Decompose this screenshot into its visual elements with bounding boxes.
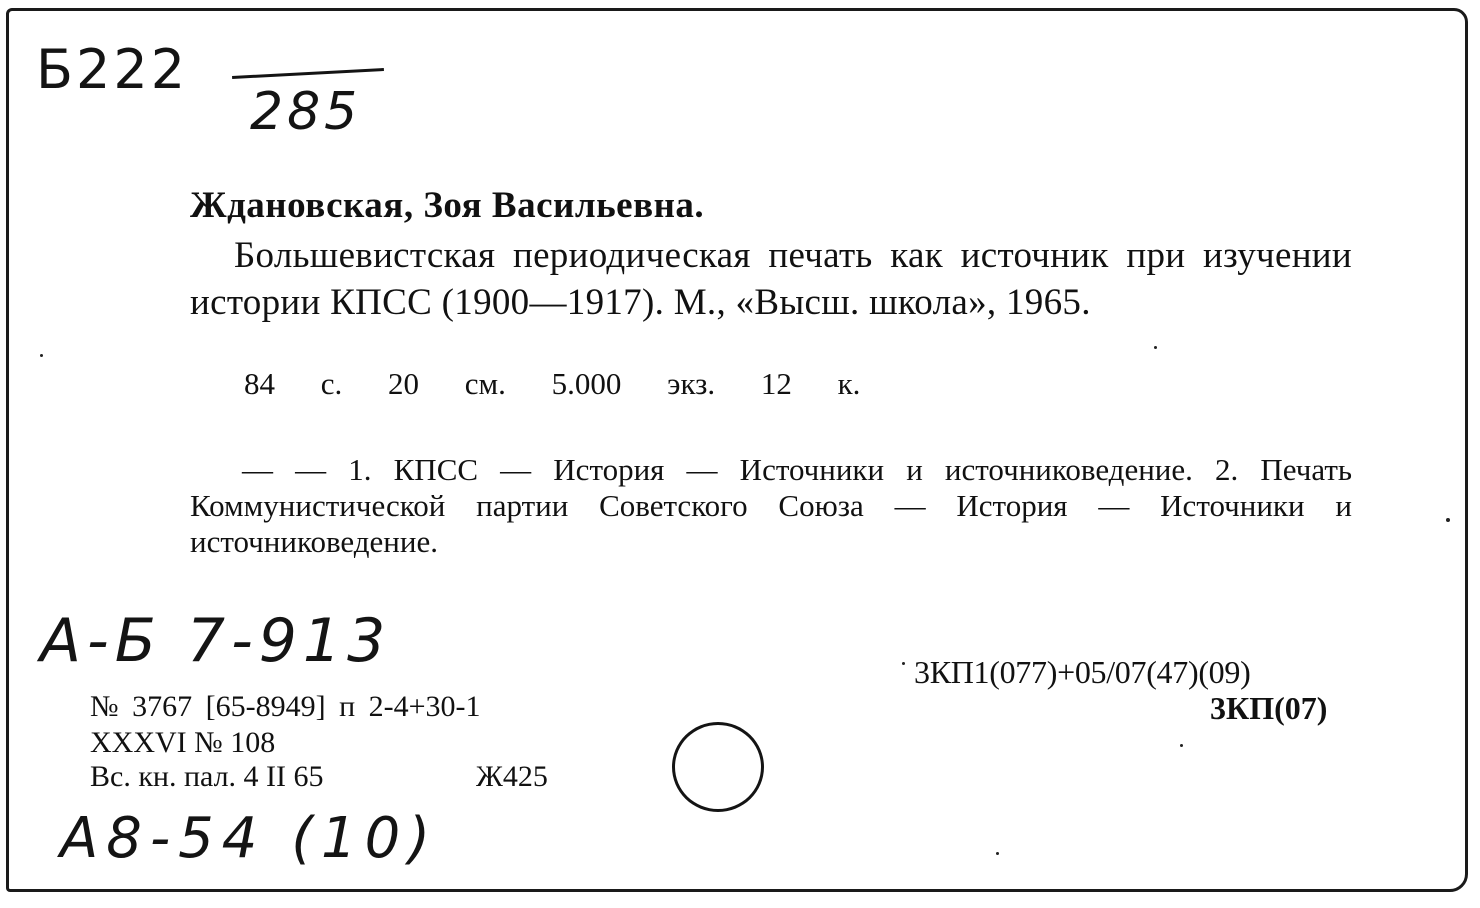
ink-speck xyxy=(1154,346,1157,349)
publisher-line-3: Вс. кн. пал. 4 II 65 xyxy=(90,760,324,793)
record-colophon: 84 с. 20 см. 5.000 экз. 12 к. xyxy=(244,366,861,401)
handwritten-bottom-note: А8-54 (10) xyxy=(60,806,439,871)
classification-primary: 3КП1(077)+05/07(47)(09) xyxy=(914,654,1251,690)
ink-speck xyxy=(1180,744,1183,747)
ink-speck xyxy=(996,852,999,855)
record-title: Большевистская периодическая печать как источник при изучении истории КПСС (1900—1917). М., «Высш. школа», 1965. xyxy=(190,235,1352,323)
classification-secondary: 3КП(07) xyxy=(1210,690,1328,726)
subject-headings: — — 1. КПСС — История — Источники и источниковедение. 2. Печать Коммунистической партии Советского Союза — История — Источники и источниковедение. xyxy=(190,452,1352,559)
shelfmark-prefix: Б222 xyxy=(36,38,189,101)
circle-stamp xyxy=(672,722,764,812)
ink-speck xyxy=(1446,518,1450,522)
ink-speck xyxy=(40,354,43,357)
shelfmark-number: 285 xyxy=(250,82,362,142)
ink-speck xyxy=(902,662,905,665)
record-author: Ждановская, Зоя Васильевна. xyxy=(190,185,705,226)
publisher-code: Ж425 xyxy=(476,760,548,793)
publisher-line-2: XXXVI № 108 xyxy=(90,726,276,759)
publisher-line-1: № 3767 [65-8949] п 2-4+30-1 xyxy=(90,690,481,723)
inventory-handwritten: А-Б 7-913 xyxy=(40,606,392,676)
